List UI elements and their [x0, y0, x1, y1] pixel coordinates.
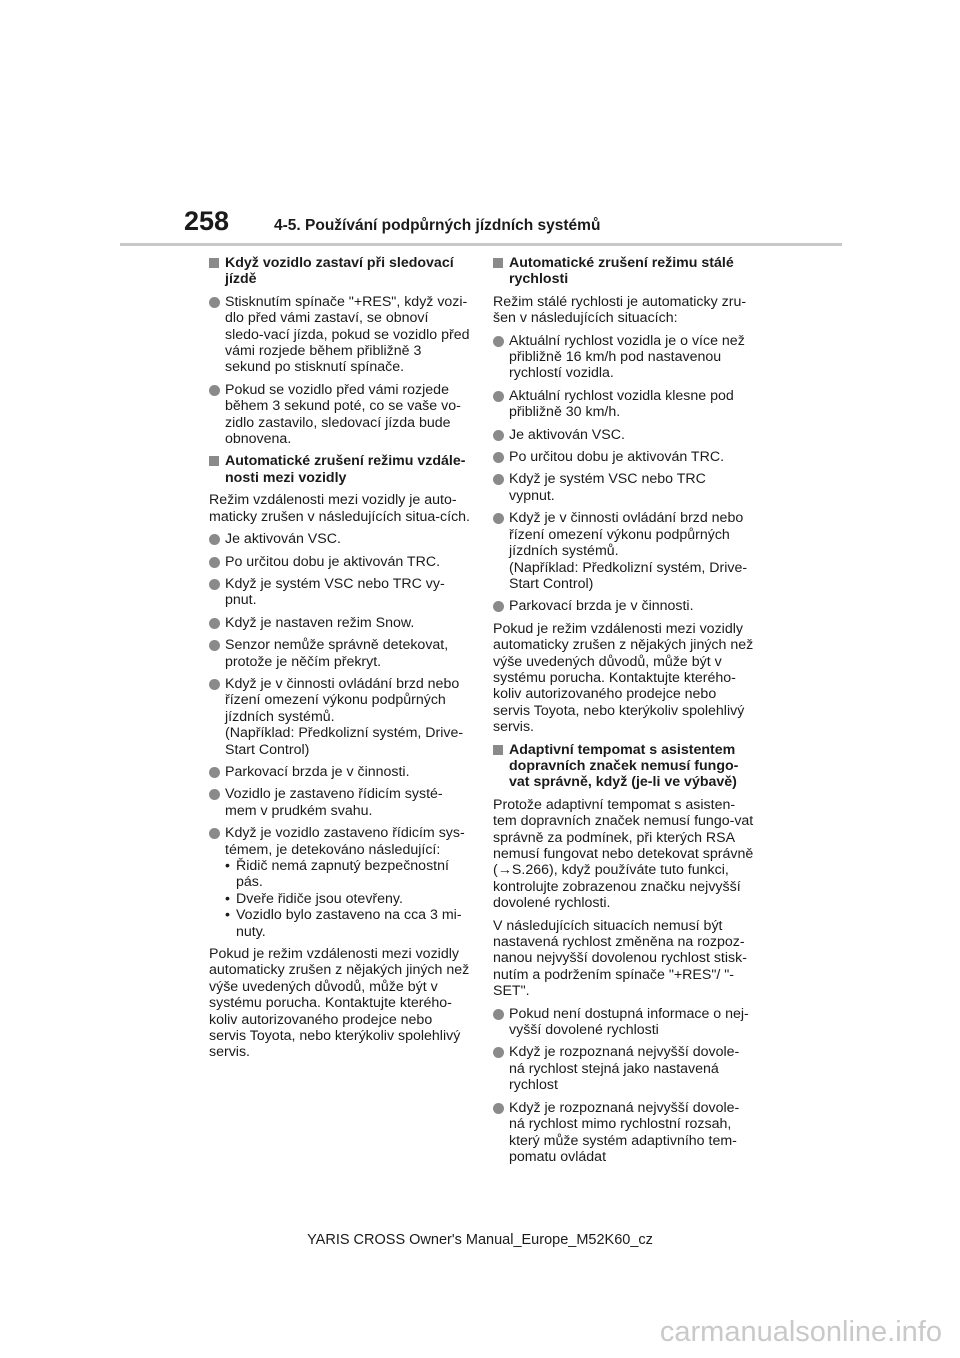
sub-list-item: [209, 858, 471, 891]
page-header: [184, 206, 600, 237]
list-item: [209, 576, 471, 609]
paragraph: Pokud je režim vzdálenosti mezi vozidly automaticky zrušen z nějakých jiných než výše uvedených důvodů, může být v systému porucha. Kontaktujte kterého-koliv autorizovaného prodejce nebo servis Toyota, nebo kterýkoliv spolehlivý servis.: [209, 946, 470, 1061]
list-item-text: Když je rozpoznaná nejvyšší dovole-ná rychlost stejná jako nastavená rychlost: [509, 1044, 740, 1094]
paragraph: Režim vzdálenosti mezi vozidly je auto-maticky zrušen v následujících situa-cích.: [209, 492, 470, 525]
heading-rsa-limitations: [493, 742, 755, 791]
circle-bullet-icon: [209, 767, 220, 778]
list-item: [493, 1100, 755, 1166]
circle-bullet-icon: [209, 679, 220, 690]
list-item-text: Když je vozidlo zastaveno řídicím sys-témem, je detekováno následující:: [225, 825, 465, 858]
circle-bullet-icon: [209, 385, 220, 396]
square-bullet-icon: [493, 258, 503, 268]
heading-text: Automatické zrušení režimu vzdále-nosti mezi vozidly: [225, 453, 466, 486]
list-item-text: Vozidlo je zastaveno řídicím systé-mem v prudkém svahu.: [225, 786, 443, 819]
list-item-text: Senzor nemůže správně detekovat, protože je něčím překryt.: [225, 637, 449, 670]
circle-bullet-icon: [209, 534, 220, 545]
list-item: [209, 825, 471, 858]
list-item: [493, 1006, 755, 1039]
square-bullet-icon: [493, 745, 503, 755]
list-item-text: Stisknutím spínače "+RES", když vozi-dlo před vámi zastaví, se obnoví sledo-vací jízda, pokud se vozidlo před vámi rozjede během přibližně 3 sekund po stisknutí spínače.: [225, 293, 470, 376]
header-divider: [120, 243, 842, 246]
list-item: [493, 1044, 755, 1093]
list-item-note: (Například: Předkolizní systém, Drive-Start Control): [225, 725, 464, 758]
page-footer: YARIS CROSS Owner's Manual_Europe_M52K60_cz: [307, 1232, 653, 1248]
list-item-text: Po určitou dobu je aktivován TRC.: [225, 553, 441, 570]
list-item: [209, 637, 471, 670]
list-item-text: Po určitou dobu je aktivován TRC.: [509, 449, 725, 466]
circle-bullet-icon: [209, 557, 220, 568]
circle-bullet-icon: [209, 297, 220, 308]
circle-bullet-icon: [209, 789, 220, 800]
list-item-text: Aktuální rychlost vozidla je o více než přibližně 16 km/h pod nastavenou rychlostí vozidla.: [509, 332, 745, 382]
list-item-text: Pokud není dostupná informace o nej-vyšší dovolené rychlosti: [509, 1005, 749, 1039]
sub-bullet-mark: •: [225, 890, 230, 907]
square-bullet-icon: [209, 456, 219, 466]
paragraph: Režim stálé rychlosti je automaticky zru-šen v následujících situacích:: [493, 293, 747, 327]
list-item-text: Když je rozpoznaná nejvyšší dovole-ná rychlost mimo rychlostní rozsah, který může systém adaptivního tem-pomatu ovládat: [509, 1099, 740, 1165]
sub-list-item: [209, 891, 471, 907]
list-item: [493, 333, 755, 382]
list-item-text: Když je v činnosti ovládání brzd nebo řízení omezení výkonu podpůrných jízdních systémů.: [509, 510, 744, 560]
list-item-text: Je aktivován VSC.: [509, 426, 625, 443]
right-column: [493, 255, 755, 1171]
circle-bullet-icon: [493, 336, 504, 347]
heading-speed-cancel: [493, 255, 755, 288]
list-item-note: (Například: Předkolizní systém, Drive-Start Control): [509, 559, 748, 592]
list-item-text: Parkovací brzda je v činnosti.: [225, 763, 410, 780]
list-item: [209, 294, 471, 376]
list-item: [209, 615, 471, 631]
paragraph: Protože adaptivní tempomat s asisten-tem dopravních značek nemusí fungo-vat správně za podmínek, při kterých RSA nemusí fungovat nebo detekovat správně (→S.266), když používáte tuto funkci, kontrolujte zobrazenou značku nejvyšší dovolené rychlosti.: [493, 796, 754, 912]
list-item: [493, 449, 755, 465]
paragraph: V následujících situacích nemusí být nastavená rychlost změněna na rozpoz-nanou nejvyšší dovolenou rychlost stisk-nutím a podržením spínače "+RES"/ "-SET".: [493, 917, 747, 1000]
list-item: [209, 531, 471, 547]
sub-list-item-text: Řidič nemá zapnutý bezpečnostní pás.: [236, 858, 449, 891]
sub-list-item: [209, 907, 471, 940]
square-bullet-icon: [209, 258, 219, 268]
circle-bullet-icon: [493, 601, 504, 612]
circle-bullet-icon: [493, 452, 504, 463]
list-item-text: Aktuální rychlost vozidla klesne pod přibližně 30 km/h.: [509, 387, 734, 421]
list-item: [493, 388, 755, 421]
sub-bullet-mark: •: [225, 858, 230, 874]
list-item-text: Pokud se vozidlo před vámi rozjede během 3 sekund poté, co se vaše vo-zidlo zastavilo, sledovací jízda bude obnovena.: [225, 381, 461, 448]
list-item: [209, 676, 471, 758]
heading-text: Adaptivní tempomat s asistentem dopravních značek nemusí fungo-vat správně, když (je-li ve výbavě): [509, 741, 739, 791]
list-item-text: Když je nastaven režim Snow.: [225, 614, 415, 631]
list-item: [493, 427, 755, 443]
list-item-text: Když je systém VSC nebo TRC vy-pnut.: [225, 575, 445, 609]
circle-bullet-icon: [209, 618, 220, 629]
list-item: [493, 598, 755, 614]
circle-bullet-icon: [493, 474, 504, 485]
list-item: [209, 554, 471, 570]
list-item: [209, 382, 471, 448]
sub-list-item-text: Vozidlo bylo zastaveno na cca 3 mi-nuty.: [236, 907, 462, 940]
sub-bullet-mark: •: [225, 907, 230, 924]
circle-bullet-icon: [209, 828, 220, 839]
list-item: [209, 764, 471, 780]
paragraph: Pokud je režim vzdálenosti mezi vozidly automaticky zrušen z nějakých jiných než výše uvedených důvodů, může být v systému porucha. Kontaktujte kterého-koliv autorizovaného prodejce nebo servis Toyota, nebo kterýkoliv spolehlivý servis.: [493, 620, 754, 736]
list-item-text: Parkovací brzda je v činnosti.: [509, 598, 694, 615]
heading-text: Automatické zrušení režimu stálé rychlosti: [509, 255, 734, 288]
circle-bullet-icon: [493, 1103, 504, 1114]
list-item-text: Když je v činnosti ovládání brzd nebo řízení omezení výkonu podpůrných jízdních systémů.: [225, 675, 460, 725]
heading-text: Když vozidlo zastaví při sledovací jízdě: [225, 255, 454, 288]
heading-stop-follow: [209, 255, 471, 288]
circle-bullet-icon: [493, 1009, 504, 1020]
list-item: [209, 786, 471, 819]
list-item: [493, 510, 755, 592]
left-column: [209, 255, 471, 1067]
sub-list-item-text: Dveře řidiče jsou otevřeny.: [236, 890, 403, 907]
circle-bullet-icon: [209, 579, 220, 590]
circle-bullet-icon: [493, 513, 504, 524]
list-item-text: Když je systém VSC nebo TRC vypnut.: [509, 471, 706, 504]
page-number: 258: [184, 206, 230, 236]
circle-bullet-icon: [493, 430, 504, 441]
circle-bullet-icon: [493, 1047, 504, 1058]
circle-bullet-icon: [209, 640, 220, 651]
watermark: carmanualsonline.info: [659, 1316, 942, 1348]
heading-distance-cancel: [209, 453, 471, 486]
list-item-text: Je aktivován VSC.: [225, 531, 341, 548]
list-item: [493, 471, 755, 504]
section-title: 4-5. Používání podpůrných jízdních systémů: [274, 217, 601, 234]
circle-bullet-icon: [493, 391, 504, 402]
